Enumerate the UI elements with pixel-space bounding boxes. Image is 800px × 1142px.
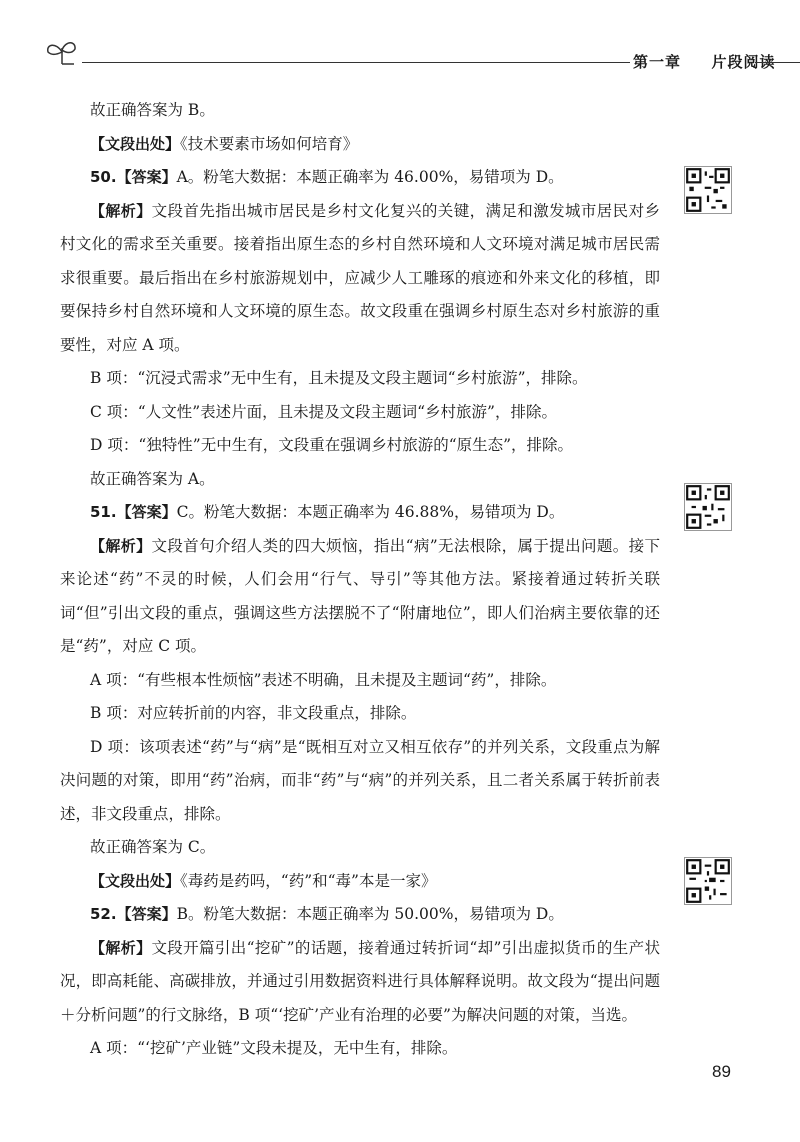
paragraph: 故正确答案为 A。: [90, 469, 215, 488]
paragraph: 【解析】文段开篇引出“挖矿”的话题，接着通过转折词“却”引出虚拟货币的生产状况，即高耗能、高碳排放，并通过引用数据资料进行具体解释说明。故文段为“提出问题＋分析问题”的行文脉络，B 项“‘挖矿’产业有治理的必要”为解决问题的对策，当选。: [60, 938, 660, 1024]
paragraph: C 项：“人文性”表述片面，且未提及文段主题词“乡村旅游”，排除。: [90, 402, 557, 421]
paragraph: 【解析】文段首先指出城市居民是乡村文化复兴的关键，满足和激发城市居民对乡村文化的需求至关重要。接着指出原生态的乡村自然环境和人文环境对满足城市居民需求很重要。最后指出在乡村旅游规划中，应减少人工雕琢的痕迹和外来文化的移植，即要保持乡村自然环境和人文环境的原生态。故文段重在强调乡村原生态对乡村旅游的重要性，对应 A 项。: [60, 201, 660, 354]
qr-code-icon[interactable]: [684, 483, 732, 531]
paragraph: D 项：该项表述“药”与“病”是“既相互对立又相互依存”的并列关系，文段重点为解决问题的对策，即用“药”治病，而非“药”与“病”的并列关系，且二者关系属于转折前表述，非文段重点，排除。: [60, 737, 660, 823]
chapter-number: 第一章: [633, 53, 682, 71]
paragraph: B 项：“沉浸式需求”无中生有，且未提及文段主题词“乡村旅游”，排除。: [90, 369, 588, 387]
paragraph: 故正确答案为 B。: [90, 101, 215, 119]
qr-code-icon[interactable]: [684, 166, 732, 214]
qr-code-icon[interactable]: [684, 857, 732, 905]
paragraph: 52.【答案】B。粉笔大数据：本题正确率为 50.00%，易错项为 D。: [90, 905, 564, 923]
header-rule-left: [82, 62, 630, 63]
answer-explanations: [60, 94, 660, 1066]
paragraph: 【解析】文段首句介绍人类的四大烦恼，指出“病”无法根除，属于提出问题。接下来论述“药”不灵的时候，人们会用“行气、导引”等其他方法。紧接着通过转折关联词“但”引出文段的重点，强调这些方法摆脱不了“附庸地位”，即人们治病主要依靠的还是“药”，对应 C 项。: [60, 536, 660, 655]
paragraph: A 项：“有些根本性烦恼”表述不明确，且未提及主题词“药”，排除。: [90, 670, 557, 689]
page-number: 89: [712, 1062, 731, 1081]
sprout-icon: [42, 38, 82, 68]
paragraph: 【文段出处】《毒药是药吗，“药”和“毒”本是一家》: [90, 871, 437, 890]
header-rule-right: [755, 62, 800, 63]
paragraph: B 项：对应转折前的内容，非文段重点，排除。: [90, 704, 417, 722]
paragraph: A 项：“‘挖矿’产业链”文段未提及，无中生有，排除。: [90, 1039, 458, 1057]
page-header: [30, 38, 800, 78]
paragraph: 50.【答案】A。粉笔大数据：本题正确率为 46.00%，易错项为 D。: [90, 168, 564, 186]
paragraph: 故正确答案为 C。: [90, 838, 216, 856]
paragraph: 【文段出处】《技术要素市场如何培育》: [90, 134, 359, 153]
paragraph: D 项：“独特性”无中生有，文段重在强调乡村旅游的“原生态”，排除。: [90, 436, 574, 454]
paragraph: 51.【答案】C。粉笔大数据：本题正确率为 46.88%，易错项为 D。: [90, 503, 565, 521]
section-title: 片段阅读: [711, 53, 776, 71]
